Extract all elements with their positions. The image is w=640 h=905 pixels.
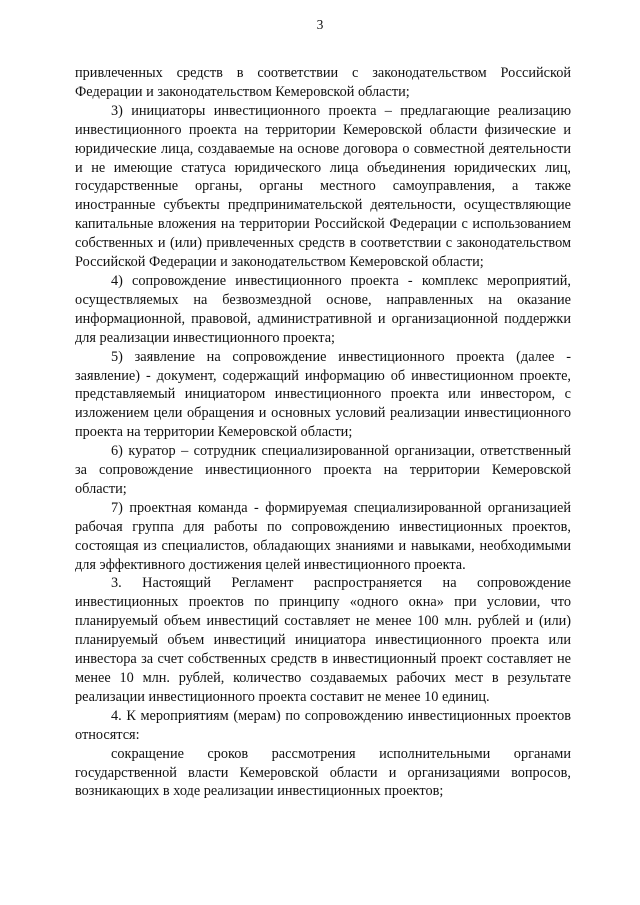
paragraph-item-4-support: 4) сопровождение инвестиционного проекта - комплекс мероприятий, осуществляемых на безвозмездной основе, направленных на оказание информационной, правовой, административной и организационной поддержки для реализации инвестиционного проекта; (75, 272, 571, 346)
paragraph-continuation: привлеченных средств в соответствии с законодательством Российской Федерации и законодательством Кемеровской области; (75, 65, 571, 100)
paragraph-section-3-scope: 3. Настоящий Регламент распространяется на сопровождение инвестиционных проектов по принципу «одного окна» при условии, что планируемый объем инвестиций составляет не менее 100 млн. рублей и (или) планируемый объем инвестиций инициатора инвестиционного проекта или инвестора за счет собственных средств в инвестиционный проект составляет не менее 10 млн. рублей, количество создаваемых рабочих мест в результате реализации инвестиционного проекта составит не менее 10 единиц. (75, 575, 571, 705)
paragraph-section-4-measures: 4. К мероприятиям (мерам) по сопровождению инвестиционных проектов относятся: (75, 707, 571, 743)
paragraph-item-6-curator: 6) куратор – сотрудник специализированной организации, ответственный за сопровождение инвестиционного проекта на территории Кемеровской области; (75, 443, 571, 497)
document-body (75, 64, 571, 801)
paragraph-item-7-project-team: 7) проектная команда - формируемая специализированной организацией рабочая группа для работы по сопровождению инвестиционных проектов, состоящая из специалистов, обладающих знаниями и навыками, необходимыми для эффективного достижения целей инвестиционного проекта. (75, 499, 571, 573)
page-number: 3 (316, 17, 324, 32)
paragraph-item-5-application: 5) заявление на сопровождение инвестиционного проекта (далее - заявление) - документ, содержащий информацию об инвестиционном проекте, представляемый инициатором инвестиционного проекта или инвестором, с изложением цели обращения и основных условий реализации инвестиционного проекта на территории Кемеровской области; (75, 348, 571, 441)
paragraph-measure-reduce-time: сокращение сроков рассмотрения исполнительными органами государственной власти Кемеровской области и организациями вопросов, возникающих в ходе реализации инвестиционных проектов; (75, 745, 571, 800)
paragraph-item-3-initiators: 3) инициаторы инвестиционного проекта – предлагающие реализацию инвестиционного проекта на территории Кемеровской области физические и юридические лица, создаваемые на основе договора о совместной деятельности и не имеющие статуса юридического лица объединения юридических лиц, государственные органы, органы местного самоуправления, а также иностранные субъекты предпринимательской деятельности, осуществляющие капитальные вложения на территории Российской Федерации с использованием собственных и (или) привлеченных средств в соответствии с законодательством Российской Федерации и законодательством Кемеровской области; (75, 102, 571, 271)
